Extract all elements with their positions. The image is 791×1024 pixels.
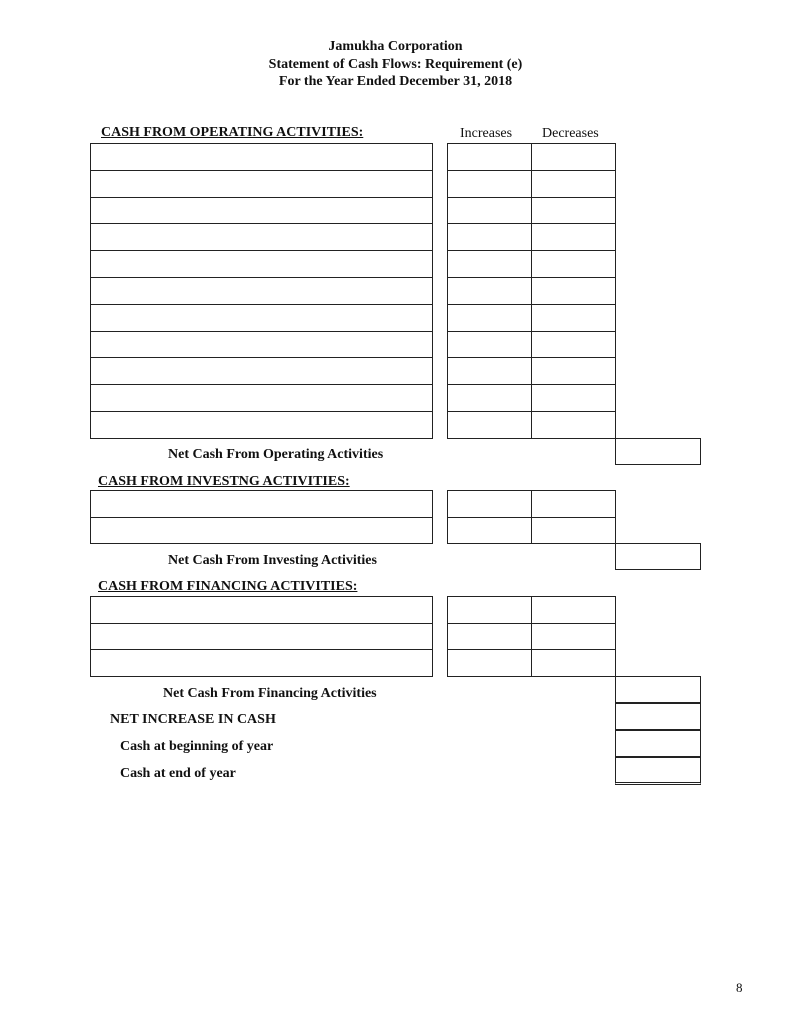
net-financing-amount-box[interactable] [615, 676, 701, 703]
operating-row-increase-cell[interactable] [447, 143, 532, 171]
operating-row-description-cell[interactable] [90, 331, 433, 359]
operating-row-decrease-cell[interactable] [531, 304, 616, 332]
operating-row-decrease-cell[interactable] [531, 277, 616, 305]
operating-row-increase-cell[interactable] [447, 411, 532, 439]
operating-row-decrease-cell[interactable] [531, 250, 616, 278]
financing-section-title: CASH FROM FINANCING ACTIVITIES: [98, 579, 358, 594]
financing-row-increase-cell[interactable] [447, 596, 532, 624]
financing-row-decrease-cell[interactable] [531, 649, 616, 677]
operating-row-decrease-cell[interactable] [531, 384, 616, 412]
cash-end-label: Cash at end of year [120, 766, 236, 781]
operating-row-increase-cell[interactable] [447, 331, 532, 359]
cash-beginning-label: Cash at beginning of year [120, 739, 274, 754]
operating-row-decrease-cell[interactable] [531, 170, 616, 198]
net-operating-amount-box[interactable] [615, 438, 701, 465]
operating-row-description-cell[interactable] [90, 277, 433, 305]
operating-row-description-cell[interactable] [90, 357, 433, 385]
operating-row-decrease-cell[interactable] [531, 197, 616, 225]
statement-period: For the Year Ended December 31, 2018 [278, 74, 513, 89]
operating-row-description-cell[interactable] [90, 197, 433, 225]
operating-row-increase-cell[interactable] [447, 197, 532, 225]
operating-row-description-cell[interactable] [90, 223, 433, 251]
operating-row-increase-cell[interactable] [447, 170, 532, 198]
operating-row-description-cell[interactable] [90, 250, 433, 278]
operating-row-decrease-cell[interactable] [531, 411, 616, 439]
investing-row-increase-cell[interactable] [447, 517, 532, 545]
operating-row-increase-cell[interactable] [447, 250, 532, 278]
operating-row-description-cell[interactable] [90, 411, 433, 439]
investing-section-title: CASH FROM INVESTNG ACTIVITIES: [98, 474, 350, 489]
operating-row-description-cell[interactable] [90, 304, 433, 332]
operating-row-decrease-cell[interactable] [531, 143, 616, 171]
operating-row-decrease-cell[interactable] [531, 331, 616, 359]
operating-row-decrease-cell[interactable] [531, 357, 616, 385]
operating-row-description-cell[interactable] [90, 384, 433, 412]
net-increase-label: NET INCREASE IN CASH [110, 712, 276, 727]
operating-row-increase-cell[interactable] [447, 277, 532, 305]
net-investing-amount-box[interactable] [615, 543, 701, 570]
operating-row-description-cell[interactable] [90, 143, 433, 171]
increases-column-header: Increases [460, 126, 513, 141]
investing-row-decrease-cell[interactable] [531, 490, 616, 518]
financing-row-description-cell[interactable] [90, 596, 433, 624]
financing-row-decrease-cell[interactable] [531, 596, 616, 624]
investing-row-decrease-cell[interactable] [531, 517, 616, 545]
net-investing-label: Net Cash From Investing Activities [168, 553, 377, 568]
operating-row-increase-cell[interactable] [447, 223, 532, 251]
financing-row-increase-cell[interactable] [447, 649, 532, 677]
operating-row-increase-cell[interactable] [447, 384, 532, 412]
investing-row-increase-cell[interactable] [447, 490, 532, 518]
cash-beginning-amount-box[interactable] [615, 730, 701, 757]
financing-row-decrease-cell[interactable] [531, 623, 616, 651]
net-financing-label: Net Cash From Financing Activities [163, 686, 377, 701]
investing-row-description-cell[interactable] [90, 517, 433, 545]
operating-row-increase-cell[interactable] [447, 304, 532, 332]
cash-end-amount-box[interactable] [615, 757, 701, 785]
net-increase-amount-box[interactable] [615, 703, 701, 730]
financing-row-description-cell[interactable] [90, 649, 433, 677]
operating-row-increase-cell[interactable] [447, 357, 532, 385]
financing-row-description-cell[interactable] [90, 623, 433, 651]
operating-row-decrease-cell[interactable] [531, 223, 616, 251]
statement-title: Statement of Cash Flows: Requirement (e) [268, 57, 523, 72]
company-name: Jamukha Corporation [328, 39, 463, 54]
net-operating-label: Net Cash From Operating Activities [168, 447, 384, 462]
operating-section-title: CASH FROM OPERATING ACTIVITIES: [101, 125, 364, 140]
financing-row-increase-cell[interactable] [447, 623, 532, 651]
page-number: 8 [736, 980, 743, 995]
operating-row-description-cell[interactable] [90, 170, 433, 198]
investing-row-description-cell[interactable] [90, 490, 433, 518]
decreases-column-header: Decreases [542, 126, 599, 141]
